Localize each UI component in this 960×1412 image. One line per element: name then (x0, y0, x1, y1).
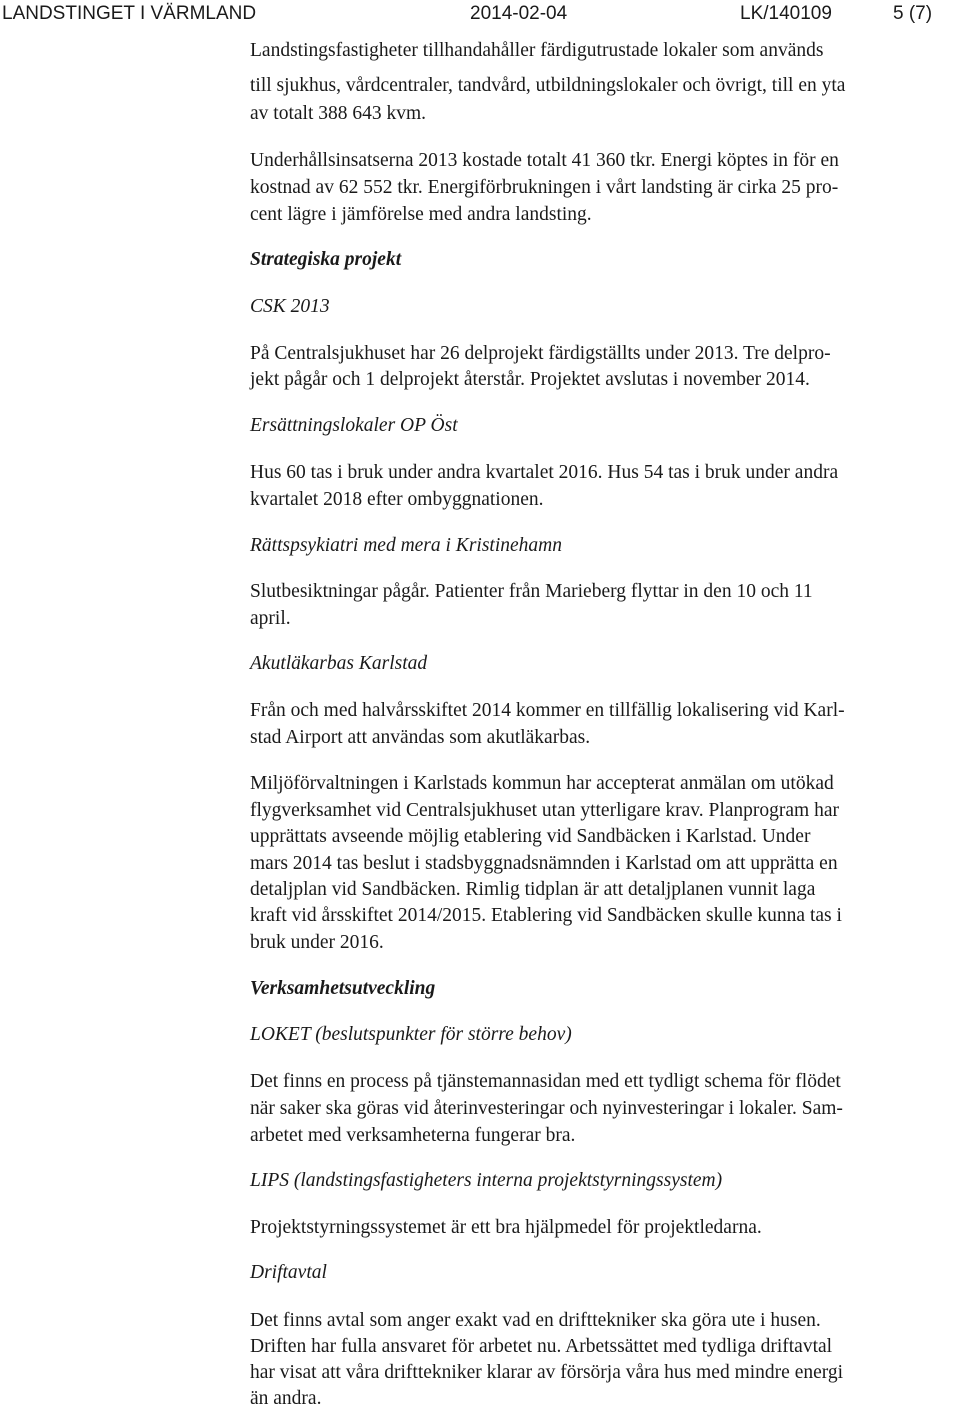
subsection-heading: Rättspsykiatri med mera i Kristinehamn (250, 535, 562, 556)
body-text-line: Från och med halvårsskiftet 2014 kommer en tillfällig lokalisering vid Karl- (250, 700, 845, 721)
section-heading: Strategiska projekt (250, 249, 402, 270)
organization-name: LANDSTINGET I VÄRMLAND (2, 3, 257, 24)
subsection-heading: CSK 2013 (250, 296, 330, 317)
body-text-line: cent lägre i jämförelse med andra landsting. (250, 204, 592, 225)
body-text-line: än andra. (250, 1388, 322, 1409)
document-date: 2014-02-04 (470, 3, 568, 24)
subsection-heading: LOKET (beslutspunkter för större behov) (250, 1024, 572, 1045)
subsection-heading: LIPS (landstingsfastigheters interna projektstyrningssystem) (250, 1170, 723, 1191)
body-text-line: På Centralsjukhuset har 26 delprojekt färdigställts under 2013. Tre delpro- (250, 343, 831, 364)
page-header (0, 0, 960, 32)
body-text-line: detaljplan vid Sandbäcken. Rimlig tidplan är att detaljplanen vunnit laga (250, 879, 816, 900)
body-text-line: till sjukhus, vårdcentraler, tandvård, utbildningslokaler och övrigt, till en yta (250, 75, 846, 96)
body-text-line: Projektstyrningssystemet är ett bra hjälpmedel för projektledarna. (250, 1217, 762, 1238)
body-text-line: Miljöförvaltningen i Karlstads kommun har accepterat anmälan om utökad (250, 773, 834, 794)
body-text-line: upprättats avseende möjlig etablering vid Sandbäcken i Karlstad. Under (250, 826, 811, 847)
page-number: 5 (7) (893, 3, 933, 24)
body-text-line: jekt pågår och 1 delprojekt återstår. Projektet avslutas i november 2014. (250, 369, 810, 390)
body-text-line: Det finns avtal som anger exakt vad en drifttekniker ska göra ute i husen. (250, 1310, 821, 1331)
body-text-line: april. (250, 608, 291, 629)
body-text-line: har visat att våra drifttekniker klarar av försörja våra hus med mindre energi (250, 1362, 844, 1383)
body-text-line: bruk under 2016. (250, 932, 384, 953)
body-text-line: Det finns en process på tjänstemannasidan med ett tydligt schema för flödet (250, 1071, 841, 1092)
body-text-line: arbetet med verksamheterna fungerar bra. (250, 1125, 576, 1146)
subsection-heading: Ersättningslokaler OP Öst (250, 415, 458, 436)
subsection-heading: Akutläkarbas Karlstad (250, 653, 428, 674)
body-text-line: av totalt 388 643 kvm. (250, 103, 427, 124)
body-text-line: flygverksamhet vid Centralsjukhuset utan ytterligare krav. Planprogram har (250, 800, 839, 821)
body-text-line: när saker ska göras vid återinvesteringar och nyinvesteringar i lokaler. Sam- (250, 1098, 843, 1119)
body-text-line: Underhållsinsatserna 2013 kostade totalt 41 360 tkr. Energi köptes in för en (250, 150, 839, 171)
body-text-line: mars 2014 tas beslut i stadsbyggnadsnämnden i Karlstad om att upprätta en (250, 853, 838, 874)
body-text-line: Landstingsfastigheter tillhandahåller färdigutrustade lokaler som används (250, 40, 824, 61)
body-text-line: kraft vid årsskiftet 2014/2015. Etablering vid Sandbäcken skulle kunna tas i (250, 905, 842, 926)
body-text-line: kostnad av 62 552 tkr. Energiförbrukningen i vårt landsting är cirka 25 pro- (250, 177, 839, 198)
body-text-line: Slutbesiktningar pågår. Patienter från Marieberg flyttar in den 10 och 11 (250, 581, 813, 602)
section-heading: Verksamhetsutveckling (250, 978, 436, 999)
subsection-heading: Driftavtal (250, 1262, 327, 1283)
body-text-line: Driften har fulla ansvaret för arbetet nu. Arbetssättet med tydliga driftavtal (250, 1336, 833, 1357)
body-text-line: Hus 60 tas i bruk under andra kvartalet 2016. Hus 54 tas i bruk under andra (250, 462, 839, 483)
document-reference: LK/140109 (740, 3, 832, 24)
body-text-line: stad Airport att användas som akutläkarbas. (250, 727, 591, 748)
body-text-line: kvartalet 2018 efter ombyggnationen. (250, 489, 544, 510)
